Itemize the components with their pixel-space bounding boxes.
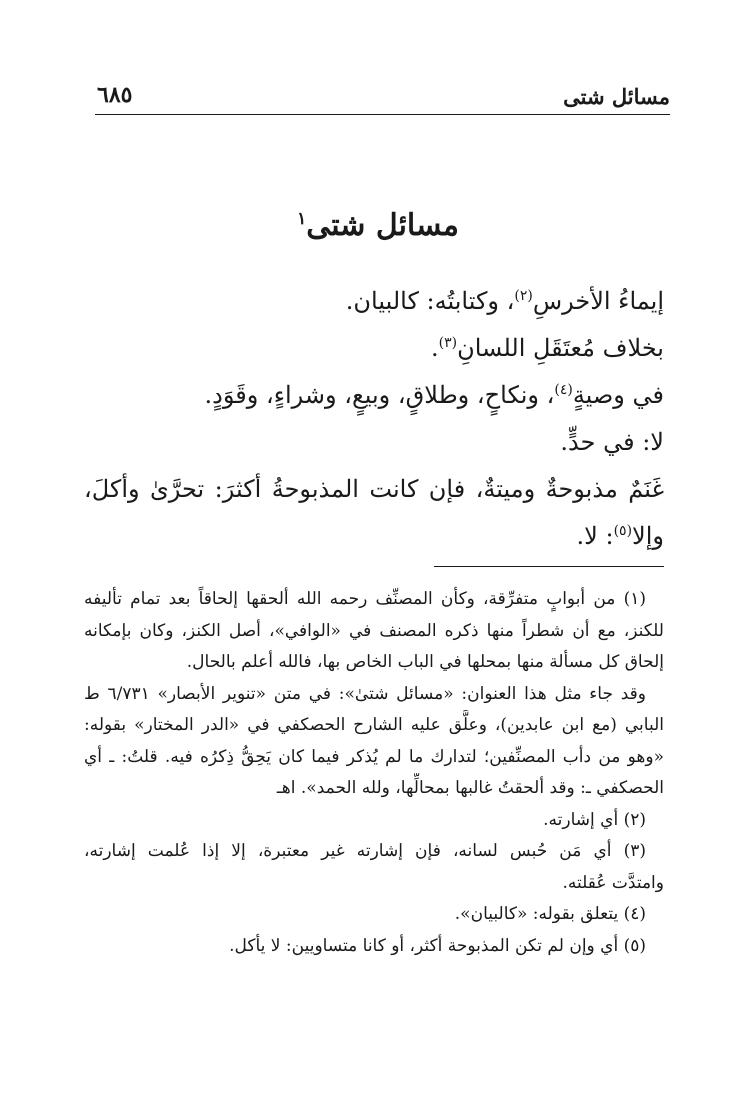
footnote-line: للكنز، مع أن شطراً منها ذكره المصنف في «الوافي»، أصل الكنز، وكان بإمكانه — [84, 620, 664, 641]
footnote-line: إلحاق كل مسألة منها بمحلها في الباب الخاص بها، فالله أعلم بالحال. — [186, 652, 664, 672]
main-line: وإلا$^{(٥)}$: لا. — [576, 522, 664, 550]
footnote-line: (٥) أي وإن لم تكن المذبوحة أكثر، أو كانا متساويين: لا يأكل. — [229, 935, 646, 956]
footnote-line: البابي (مع ابن عابدين)، وعلَّق عليه الشارح الحصكفي في «الدر المختار» بقوله: — [84, 715, 664, 735]
chapter-title — [0, 208, 756, 243]
footnote-line: (٣) أي مَن حُبس لسانه، فإن إشارته غير معتبرة، إلا إذا عُلمت إشارته، — [84, 841, 646, 861]
footnote-line: (٢) أي إشارته. — [543, 809, 646, 830]
footnote-ref: (٤) — [554, 382, 573, 398]
main-line: بخلاف مُعتَقَلِ اللسانِ$^{(٣)}$. — [430, 334, 664, 362]
running-header — [95, 82, 670, 115]
footnote-line: «وهو من دأب المصنِّفين؛ لتدارك ما لم يُذكر فيما كان يَحِقُّ ذِكرُه فيه. قلتُ: ـ أي — [84, 746, 664, 767]
footnote-line: (٤) يتعلق بقوله: «كالبيان». — [454, 904, 646, 924]
chapter-title-text: مسائل شتى — [306, 208, 459, 243]
main-line: إيماءُ الأخرسِ$^{(٢)}$، وكتابتُه: كالبيان. — [345, 287, 664, 315]
footnote-separator — [434, 566, 664, 567]
footnote-line: الحصكفي ـ: وقد ألحقتُ غالبها بمحالِّها، ولله الحمد». اهـ — [276, 778, 664, 798]
main-line: لا: في حدٍّ. — [560, 428, 664, 456]
footnote-ref: (٣) — [438, 335, 458, 351]
footnote-ref: (٥) — [613, 523, 633, 539]
footnote-ref: (٢) — [514, 288, 533, 304]
chapter-note-ref: ١ — [297, 209, 307, 229]
running-title: مسائل شتى — [563, 84, 670, 109]
footnotes — [84, 584, 664, 962]
footnote-line: وقد جاء مثل هذا العنوان: «مسائل شتىٰ»: في متن «تنوير الأبصار» ٦/٧٣١ ط — [84, 683, 646, 704]
footnote-line: (١) من أبوابٍ متفرِّقة، وكأن المصنِّف رحمه الله ألحقها إلحاقاً بعد تمام تأليفه — [84, 589, 646, 609]
main-text — [84, 278, 664, 560]
footnote-line: وامتدَّت عُقلته. — [562, 872, 664, 893]
main-line: في وصيةٍ$^{(٤)}$، ونكاحٍ، وطلاقٍ، وبيعٍ، وشراءٍ، وقَوَدٍ. — [204, 381, 664, 409]
main-line: غَنَمٌ مذبوحةٌ وميتةٌ، فإن كانت المذبوحةُ أكثرَ: تحرَّىٰ وأكلَ، — [84, 475, 664, 503]
page-number: ٦٨٥ — [97, 82, 133, 108]
